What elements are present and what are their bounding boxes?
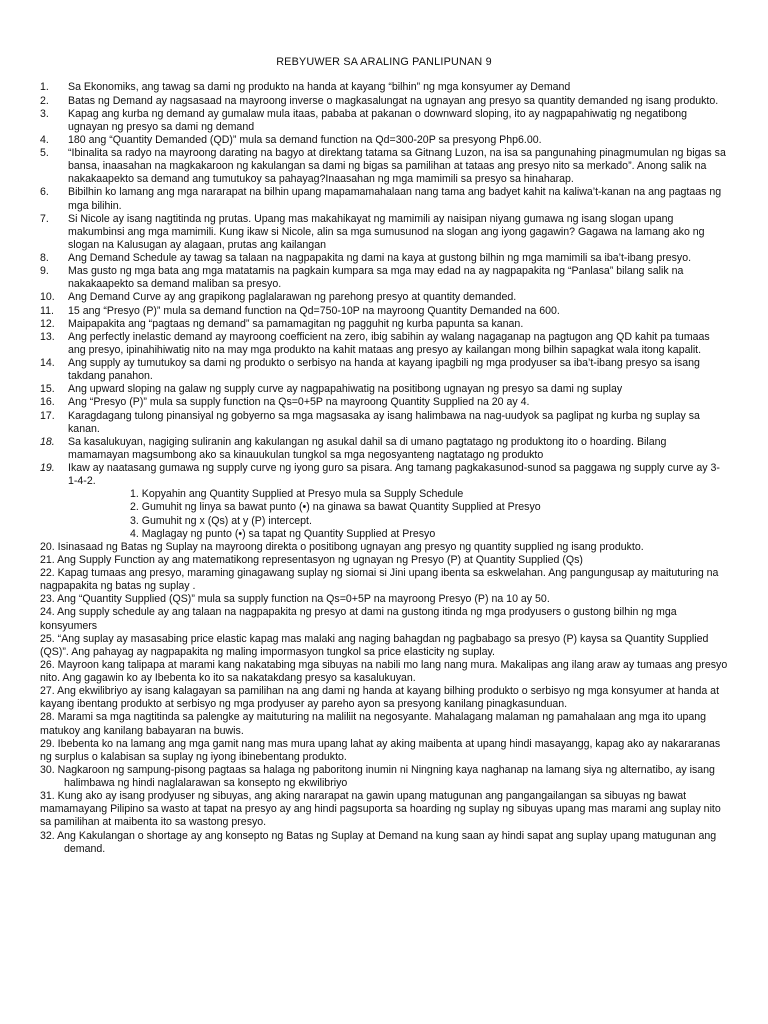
document-title: REBYUWER SA ARALING PANLIPUNAN 9	[276, 56, 492, 68]
item-number: 2.	[40, 94, 49, 107]
item-text: Sa kasalukuyan, nagiging suliranin ang kakulangan ng asukal dahil sa di umano pagtatago ng produktong ito o hoarding. Bilang mamamayan magsumbong ako sa kinauukulan tungkol sa mga negosyanteng nagtatago ng produkto	[68, 435, 667, 461]
item-number: 19.	[40, 462, 55, 474]
item-text: Karagdagang tulong pinansiyal ng gobyerno sa mga magsasaka ay isang halimbawa na nag-uudyok sa paglipat ng kurba ng suplay sa kanan.	[68, 409, 700, 435]
list-item	[40, 186, 728, 212]
list-item	[40, 147, 728, 186]
item-text: Ang Demand Schedule ay tawag sa talaan na nagpapakita ng dami na kaya at gustong bilhin ng mga mamimili sa iba’t-ibang presyo.	[68, 252, 692, 264]
item-number: 15.	[40, 383, 55, 396]
item-number: 4.	[40, 133, 49, 146]
item-text: Sa Ekonomiks, ang tawag sa dami ng produkto na handa at kayang “bilhin” ng mga konsyumer ay Demand	[68, 81, 571, 94]
item-text: Kapag ang kurba ng demand ay gumalaw mula itaas, pababa at pakanan o downward sloping, ito ay nagpapahiwatig ng negatibong ugnayan ng presyo sa dami ng demand	[68, 107, 687, 133]
list-item: 30. Nagkaroon ng sampung-pisong pagtaas sa halaga ng paboritong inumin ni Ningning kaya naghanap na lamang siya ng alternatibo, ay isang halimbawa ng hindi naglalarawan sa konsepto ng ekwilibriyo	[40, 763, 715, 789]
list-item	[40, 396, 728, 409]
list-item: 22. Kapag tumaas ang presyo, maraming ginagawang suplay ng siomai si Jini upang ibenta sa eskwelahan. Ang pangungusap ay maituturing na nagpapakita ng batas ng suplay .	[40, 567, 719, 593]
item-text: Ikaw ay naatasang gumawa ng supply curve ng iyong guro sa pisara. Ang tamang pagkakasunod-sunod sa paggawa ng supply curve ay 3-1-4-2.	[68, 462, 720, 488]
list-item: 26. Mayroon kang talipapa at marami kang nakatabing mga sibuyas na nabili mo lang nang mura. Makalipas ang ilang araw ay tumaas ang presyo nito. Ang gagawin ko ay Ibebenta ko ito sa nakatakdang presyo sa kasalukuyan.	[40, 658, 728, 684]
item-number: 12.	[40, 317, 55, 330]
list-item: 25. “Ang suplay ay masasabing price elastic kapag mas malaki ang naging bahagdan ng pagbabago sa presyo (P) kaysa sa Quantity Supplied (QS)”. Ang pahayag ay nagpapakita ng maling impormasyon tungkol sa price elasticity ng suplay.	[40, 632, 709, 658]
list-item	[40, 213, 728, 252]
list-item	[40, 291, 728, 304]
numbered-list	[40, 81, 728, 488]
list-item	[40, 318, 728, 331]
item-number: 3.	[40, 107, 49, 120]
list-item	[40, 108, 728, 134]
item-text: Si Nicole ay isang nagtitinda ng prutas. Upang mas makahikayat ng mamimili ay naisipan niyang gumawa ng isang slogan upang makumbinsi ang mga mamimili. Kung ikaw si Nicole, alin sa mga sumusunod na slogan ang iyong gagawin? Gagawa na lamang ako ng slogan na Kalusugan ay alagaan, prutas ang kailangan	[68, 212, 705, 251]
list-item	[40, 134, 728, 147]
item-text: 15 ang “Presyo (P)” mula sa demand function na Qd=750-10P na mayroong Quantity Demanded na 600.	[68, 304, 560, 317]
step-item: 3. Gumuhit ng x (Qs) at y (P) intercept.	[130, 514, 312, 527]
item-number: 18.	[40, 435, 55, 448]
continued-list	[40, 541, 728, 856]
item-number: 17.	[40, 409, 55, 422]
item-number: 13.	[40, 330, 55, 343]
item-number: 11.	[40, 304, 54, 317]
item-text: Ang supply ay tumutukoy sa dami ng produkto o serbisyo na handa at kayang ipagbili ng mga prodyuser sa iba’t-ibang presyo sa isang takdang panahon.	[68, 357, 700, 383]
list-item	[40, 357, 728, 383]
list-item: 32. Ang Kakulangan o shortage ay ang konsepto ng Batas ng Suplay at Demand na kung saan ay hindi sapat ang suplay upang matugunan ang demand.	[40, 829, 717, 855]
step-item: 1. Kopyahin ang Quantity Supplied at Presyo mula sa Supply Schedule	[130, 488, 464, 501]
list-item: 24. Ang supply schedule ay ang talaan na nagpapakita ng presyo at dami na gustong itinda ng mga prodyusers o gustong bilhin ng mga konsyumers	[40, 606, 677, 632]
step-item: 2. Gumuhit ng linya sa bawat punto (•) na ginawa sa bawat Quantity Supplied at Presyo	[130, 501, 541, 514]
item-text: Ang upward sloping na galaw ng supply curve ay nagpapahiwatig na positibong ugnayan ng presyo sa dami ng suplay	[68, 383, 623, 396]
item-text: Ang “Presyo (P)” mula sa supply function na Qs=0+5P na mayroong Quantity Supplied na 20 ay 4.	[68, 396, 530, 409]
list-item: 21. Ang Supply Function ay ang matematikong representasyon ng ugnayan ng Presyo (P) at Quantity Supplied (Qs)	[40, 553, 583, 566]
list-item: 27. Ang ekwilibriyo ay isang kalagayan sa pamilihan na ang dami ng handa at kayang bilhing produkto o serbisyo ng mga konsyumer at handa at kayang ibentang produkto at serbisyo ng mga prodyuser ay pareho ayon sa presyong kanilang pinagkasunduan.	[40, 685, 720, 711]
item-text: Ang perfectly inelastic demand ay mayroong coefficient na zero, ibig sabihin ay walang nagaganap na pagtugon ang QD kahit pa tumaas ang presyo, ipinahihiwatig nito na may mga produkto na kahit mataas ang presyo ay kailangan mong bilhin sapagkat wala itong kapalit.	[68, 330, 710, 356]
item-text: 180 ang “Quantity Demanded (QD)” mula sa demand function na Qd=300-20P sa presyong Php6.00.	[68, 133, 542, 146]
step-item: 4. Maglagay ng punto (•) sa tapat ng Quantity Supplied at Presyo	[130, 527, 436, 540]
list-item	[40, 331, 728, 357]
list-item	[40, 95, 728, 108]
supply-curve-steps	[40, 488, 728, 541]
list-item: 31. Kung ako ay isang prodyuser ng sibuyas, ang aking nararapat na gawin upang matugunan ang pangangailangan sa sibuyas ng bawat mamamayang Pilipino sa wasto at tapat na presyo ay ang hindi pagsuporta sa hoarding ng suplay ng sibuyas upang mas marami ang suplay nito sa pamilihan at maibenta ito sa wastong presyo.	[40, 790, 721, 829]
item-text: “Ibinalita sa radyo na mayroong darating na bagyo at direktang tatama sa Gitnang Luzon, na isa sa pangunahing pinagmumulan ng bigas sa bansa, inaasahan na magkakaroon ng kakulangan sa dami ng bigas sa pamilihan at tataas ang presyo nito sa merkado”. Anong salik na nakakaapekto sa demand ang tumutukoy sa pahayag?Inaasahan ng mga mamimili sa presyo sa hinaharap.	[68, 147, 726, 186]
list-item	[40, 252, 728, 265]
list-item: 28. Marami sa mga nagtitinda sa palengke ay maituturing na maliliit na negosyante. Mahalagang malaman ng pamahalaan ang mga ito upang matukoy ang kanilang babayaran na buwis.	[40, 711, 707, 737]
list-item	[40, 462, 728, 488]
item-number: 1.	[40, 81, 49, 94]
item-number: 10.	[40, 291, 55, 304]
list-item	[40, 436, 728, 462]
item-text: Batas ng Demand ay nagsasaad na mayroong inverse o magkasalungat na ugnayan ang presyo sa quantity demanded ng isang produkto.	[68, 94, 719, 107]
item-number: 6.	[40, 186, 49, 199]
item-number: 14.	[40, 357, 55, 369]
list-item: 29. Ibebenta ko na lamang ang mga gamit nang mas mura upang lahat ay aking maibenta at upang hindi masayangg, kapag ako ay nakararanas ng surplus o kalabisan sa suplay ng iyong ibinebentang produkto.	[40, 737, 721, 763]
list-item	[40, 81, 728, 94]
item-text: Ang Demand Curve ay ang grapikong paglalarawan ng parehong presyo at quantity demanded.	[68, 291, 517, 304]
list-item	[40, 383, 728, 396]
list-item	[40, 305, 728, 318]
item-text: Mas gusto ng mga bata ang mga matatamis na pagkain kumpara sa mga may edad na ay nagpapakita ng “Panlasa” bilang salik na nakakaapekto sa demand maliban sa presyo.	[68, 265, 684, 291]
item-number: 7.	[40, 212, 49, 225]
item-number: 9.	[40, 265, 49, 278]
item-number: 8.	[40, 252, 49, 264]
list-item	[40, 410, 728, 436]
item-text: Maipapakita ang “pagtaas ng demand” sa pamamagitan ng pagguhit ng kurba papunta sa kanan.	[68, 317, 524, 330]
list-item: 23. Ang “Quantity Supplied (QS)” mula sa supply function na Qs=0+5P na mayroong Presyo (P) na 10 ay 50.	[40, 593, 550, 606]
list-item	[40, 265, 728, 291]
list-item: 20. Isinasaad ng Batas ng Suplay na mayroong direkta o positibong ugnayan ang presyo ng quantity supplied ng isang produkto.	[40, 540, 644, 553]
item-number: 5.	[40, 147, 49, 159]
item-text: Bibilhin ko lamang ang mga nararapat na bilhin upang mapamamahalaan nang tama ang badyet kahit na kaliwa’t-kanan na ang pagtaas ng mga bilihin.	[68, 186, 722, 212]
item-number: 16.	[40, 396, 55, 409]
